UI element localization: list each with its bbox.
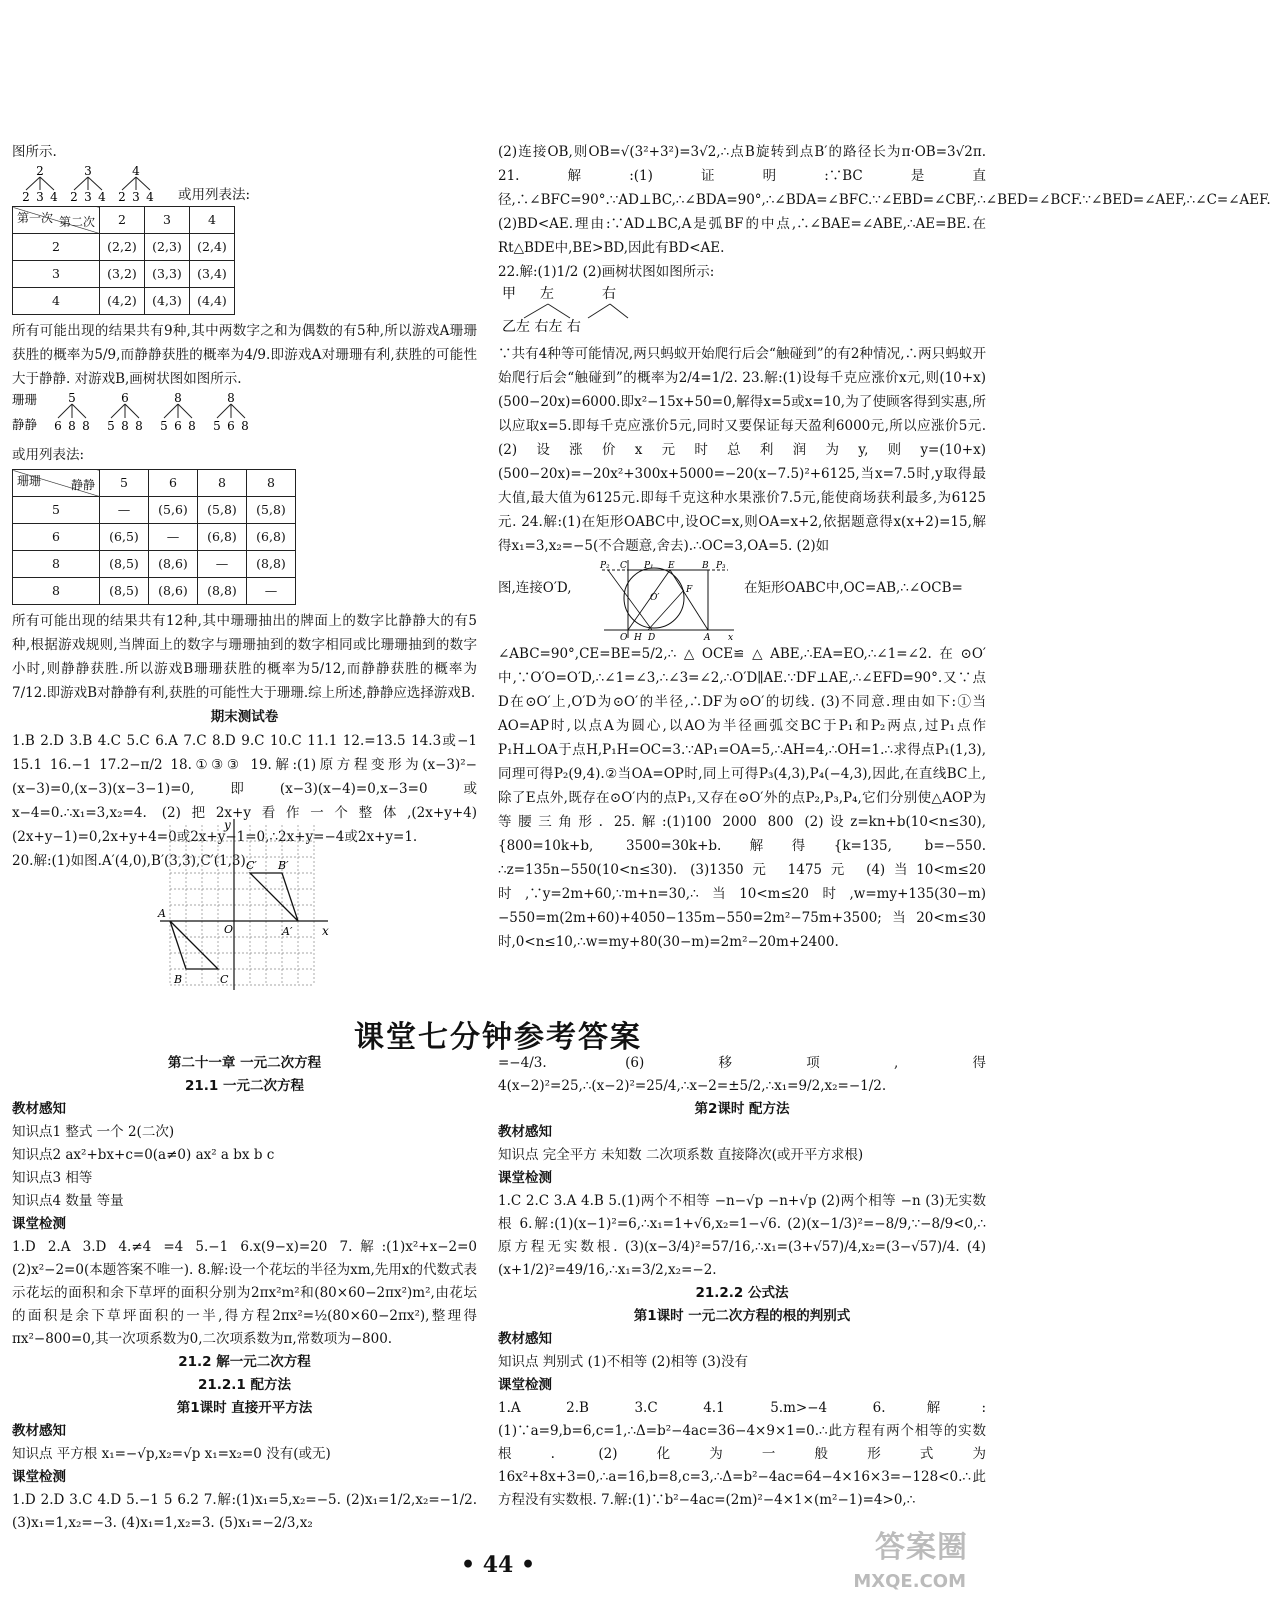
table-row [13, 234, 235, 261]
table-a [12, 206, 235, 315]
answer-text: =−4/3. (6)移项,得4(x−2)²=25,∴(x−2)²=25/4,∴x−2=±5/2,∴x₁=9/2,x₂=−1/2. [498, 1055, 986, 1094]
svg-text:6: 6 [54, 419, 62, 433]
knowledge-line: 知识点2 ax²+bx+c=0(a≠0) ax² a bx b c [12, 1147, 275, 1163]
answer-text: 1.D 2.A 3.D 4.≠4 =4 5.−1 6.x(9−x)=20 7.解:(1)x²+x−2=0 (2)x²−2=0(本题答案不唯一). 8.解:设一个花坛的半径为xm,先用x的代数式表示花坛的面积和余下草坪的面积分别为2πx²m²和(80×60−2πx²)m²,由花坛的面积是余下草坪面积的一半,得方程2πx²=½(80×60−2πx²),整理得πx²−800=0,其一次项系数为0,二次项系数为π,常数项为−800. [12, 1239, 477, 1347]
table-cell: (2,3) [145, 234, 190, 261]
svg-text:3: 3 [132, 190, 140, 204]
svg-text:4: 4 [146, 190, 154, 204]
subheading: 教材感知 [12, 1423, 66, 1439]
knowledge-line: 知识点 完全平方 未知数 二次项系数 直接降次(或开平方求根) [498, 1147, 864, 1163]
fig-label: C [620, 561, 627, 571]
table-cell: (4,4) [190, 288, 235, 315]
svg-text:4: 4 [50, 190, 58, 204]
right-p2: 22.解:(1)1/2 (2)画树状图如图所示: [498, 264, 715, 280]
tree-c-svg [498, 284, 658, 334]
circle-figure [598, 558, 738, 642]
right-p4a: 图,连接O′D, [498, 580, 572, 596]
svg-text:5: 5 [107, 419, 115, 433]
table-cell: 2 [13, 234, 100, 261]
left-p5: 1.B 2.D 3.B 4.C 5.C 6.A 7.C 8.D 9.C 10.C 11.1 12.=13.5 14.3或−1 15.1 16.−1 17.2−π/2 18.①③③ 19.解:(1)原方程变形为(x−3)²−(x−3)=0,(x−3)(x−3−1)=0,即(x−3)(x−4)=0,x−3=0或x−4=0.∴x₁=3,x₂=4. (2)把2x+y看作一个整体,(2x+y+4)(2x+y−1)=0,2x+y+4=0或2x+y−1=0,∴2x+y=−4或2x+y=1. [12, 733, 477, 845]
coordinate-graph [150, 815, 340, 995]
tree-c-top-0: 甲 [502, 286, 516, 302]
table-row [13, 551, 296, 578]
table-a-header: 2 [100, 207, 145, 234]
table-cell: (8,5) [100, 551, 149, 578]
section-title: 21.2.2 公式法 [695, 1285, 789, 1301]
chapter-title: 第二十一章 一元二次方程 [167, 1055, 322, 1071]
table-cell: 3 [13, 261, 100, 288]
table-row [13, 578, 296, 605]
fig-label: F [686, 585, 693, 595]
table-cell: (6,5) [100, 524, 149, 551]
answer-text: 1.A 2.B 3.C 4.1 5.m>−4 6.解:(1)∵a=9,b=6,c=1,∴Δ=b²−4ac=36−4×9×1=0.∴此方程有两个相等的实数根. (2)化为一般形式为16x²+8x+3=0,∴a=16,b=8,c=3,∴Δ=b²−4ac=64−4×16×3=−128<0.∴此方程没有实数根. 7.解:(1)∵b²−4ac=(2m)²−4×1×(m²−1)=4>0,∴ [498, 1400, 986, 1508]
lesson-title: 第2课时 配方法 [694, 1101, 790, 1117]
tree-a-suffix: 或用列表法: [178, 187, 251, 203]
subheading: 课堂检测 [498, 1377, 552, 1393]
lesson-title: 第1课时 一元二次方程的根的判别式 [633, 1308, 851, 1324]
svg-text:2: 2 [22, 190, 30, 204]
table-cell: (5,8) [198, 497, 247, 524]
table-cell: (5,8) [247, 497, 296, 524]
knowledge-line: 知识点 平方根 x₁=−√p,x₂=√p x₁=x₂=0 没有(或无) [12, 1446, 331, 1462]
table-cell: 8 [13, 578, 100, 605]
watermark-url: MXQE.COM [853, 1571, 966, 1592]
knowledge-line: 知识点3 相等 [12, 1170, 93, 1186]
point-label: B [174, 973, 183, 986]
tree-c-top-1: 左 [540, 286, 554, 302]
table-b-corner-bottom: 珊珊 [17, 474, 42, 488]
fig-label: O [620, 633, 628, 643]
table-cell: 4 [13, 288, 100, 315]
svg-text:3: 3 [84, 190, 92, 204]
table-b-header: 8 [198, 470, 247, 497]
table-cell: (8,5) [100, 578, 149, 605]
triangle-a1b1c1 [250, 873, 298, 921]
svg-text:5: 5 [160, 419, 168, 433]
table-cell: 5 [13, 497, 100, 524]
svg-text:2: 2 [118, 190, 126, 204]
table-cell: — [100, 497, 149, 524]
tree-diagram-a [20, 164, 477, 202]
subheading: 教材感知 [498, 1331, 552, 1347]
subheading: 课堂检测 [12, 1216, 66, 1232]
svg-text:5: 5 [213, 419, 221, 433]
tree-b-svg [12, 391, 272, 433]
left-p1: 图所示. [12, 144, 57, 160]
tree-diagram-b [12, 391, 477, 441]
tree-b-label2: 静静 [12, 417, 38, 432]
svg-text:3: 3 [36, 190, 44, 204]
point-label: C [220, 973, 229, 986]
left-p6: 20.解:(1)如图.A′(4,0),B′(3,3),C′(1,3). [12, 853, 251, 869]
table-b-corner-top: 静静 [70, 478, 95, 492]
table-a-corner-bottom: 第一次 [17, 211, 54, 225]
section-title: 21.2 解一元二次方程 [178, 1354, 311, 1370]
table-cell: (3,2) [100, 261, 145, 288]
tree-diagram-c [498, 284, 986, 342]
tree-b-top-2: 8 [174, 391, 182, 405]
table-b-header: 5 [100, 470, 149, 497]
subheading: 课堂检测 [12, 1469, 66, 1485]
table-cell: — [149, 524, 198, 551]
right-p5: ∠ABC=90°,CE=BE=5/2,∴△OCE≌△ABE,∴EA=EO,∴∠1=∠2.在⊙O′中,∵O′O=O′D,∴∠1=∠3,∴∠3=∠2,∴O′D∥AE.∵DF⊥AE,∴∠EFD=90°.又∵点D在⊙O′上,O′D为⊙O′的半径,∴DF为⊙O′的切线. (3)不同意.理由如下:①当AO=AP时,以点A为圆心,以AO为半径画弧交BC于P₁和P₂两点,过P₁点作P₁H⊥OA于点H,P₁H=OC=3.∵AP₁=OA=5,∴AH=4,∴OH=1.∴求得点P₁(1,3),同理可得P₂(9,4).②当OA=OP时,同上可得P₃(4,3),P₄(−4,3),因此,在直线BC上,除了E点外,既存在⊙O′内的点P₁,又存在⊙O′外的点P₂,P₃,P₄,它们分别使△AOP为等腰三角形. 25.解:(1)100 2000 800 (2)设z=kn+b(10<n≤30),{800=10k+b, 3500=30k+b.解得{k=135, b=−550. ∴z=135n−550(10<n≤30). (3)1350元 1475元 (4)当10<m≤20时,∵y=2m+60,∵m+n=30,∴当10<m≤20时,w=my+135(30−m)−550=m(2m+60)+4050−135m−550=2m²−75m+3500;当20<m≤30时,0<n≤10,∴w=my+80(30−m)=2m²−20m+2400. [498, 646, 986, 950]
fig-label: P₁ [644, 561, 654, 571]
fig-label: H [634, 633, 642, 643]
knowledge-line: 知识点1 整式 一个 2(二次) [12, 1124, 175, 1140]
right-column [498, 140, 1271, 954]
fig-label: x [728, 633, 734, 643]
tree-b-label: 珊珊 [12, 392, 38, 407]
answers-right [498, 1052, 986, 1512]
watermark-logo: 答案圈 [875, 1530, 968, 1565]
table-b-corner [13, 470, 100, 497]
table-a-header: 4 [190, 207, 235, 234]
table-cell: (4,3) [145, 288, 190, 315]
table-cell: (8,8) [198, 578, 247, 605]
table-a-corner-top: 第二次 [58, 215, 95, 229]
right-p4b: 在矩形OABC中,OC=AB,∴∠OCB= [744, 580, 963, 596]
point-label: B′ [278, 859, 289, 872]
left-p4: 所有可能出现的结果共有12种,其中珊珊抽出的牌面上的数字比静静大的有5种,根据游戏规则,当牌面上的数字与珊珊抽到的数字相同或比珊珊抽到的数字小时,则静静获胜.所以游戏B珊珊获胜的概率为5/12,而静静获胜的概率为7/12.即游戏B对静静有利,获胜的可能性大于珊珊.综上所述,静静应选择游戏B. [12, 613, 477, 701]
exam-title: 期末测试卷 [210, 709, 279, 725]
table-b-header: 6 [149, 470, 198, 497]
tree-a-svg [20, 164, 160, 202]
table-b [12, 469, 296, 605]
table-a-header: 3 [145, 207, 190, 234]
tree-b-top-3: 8 [227, 391, 235, 405]
table-cell: (8,8) [247, 551, 296, 578]
table-cell: (3,3) [145, 261, 190, 288]
table-row [13, 261, 235, 288]
right-p3: ∵共有4种等可能情况,两只蚂蚁开始爬行后会“触碰到”的有2种情况,∴两只蚂蚁开始爬行后会“触碰到”的概率为2/4=1/2. 23.解:(1)设每千克应涨价x元,则(10+x)(500−20x)=6000.即x²−15x+50=0,解得x=5或x=10,为了使顾客得到实惠,所以应取x=5.即每千克应涨价5元,同时又要保证每天盈利6000元,所以应涨价5元. (2)设涨价x元时总利润为y,则y=(10+x)(500−20x)=−20x²+300x+5000=−20(x−7.5)²+6125,当x=7.5时,y取得最大值,最大值为6125元.即每千克这种水果涨价7.5元,能使商场获利最多,为6125元. 24.解:(1)在矩形OABC中,设OC=x,则OA=x+2,依据题意得x(x+2)=15,解得x₁=3,x₂=−5(不合题意,舍去).∴OC=3,OA=5. (2)如 [498, 346, 986, 554]
svg-text:8: 8 [188, 419, 196, 433]
axis-y-label: y [224, 818, 231, 832]
fig-label: A [704, 633, 711, 643]
circle-figure-row [498, 558, 986, 642]
tree-b-top-0: 5 [68, 391, 76, 405]
table-cell: (5,6) [149, 497, 198, 524]
tree-a-top-1: 3 [84, 164, 92, 178]
fig-label: O′ [650, 593, 660, 603]
svg-text:6: 6 [227, 419, 235, 433]
svg-text:8: 8 [135, 419, 143, 433]
svg-text:8: 8 [241, 419, 249, 433]
page-number: • 44 • [460, 1552, 536, 1578]
table-b-header: 8 [247, 470, 296, 497]
svg-text:8: 8 [82, 419, 90, 433]
section-title: 21.1 一元二次方程 [184, 1078, 304, 1094]
knowledge-line: 知识点4 数量 等量 [12, 1193, 124, 1209]
origin-label: O [224, 923, 234, 936]
table-cell: 8 [13, 551, 100, 578]
table-cell: (2,2) [100, 234, 145, 261]
table-cell: — [247, 578, 296, 605]
table-cell: (8,6) [149, 551, 198, 578]
left-p2: 所有可能出现的结果共有9种,其中两数字之和为偶数的有5种,所以游戏A珊珊获胜的概率为5/9,而静静获胜的概率为4/9.即游戏A对珊珊有利,获胜的可能性大于静静. 对游戏B,画树状图如图所示. [12, 323, 477, 387]
knowledge-line: 知识点 判别式 (1)不相等 (2)相等 (3)没有 [498, 1354, 749, 1370]
tree-b-top-1: 6 [121, 391, 129, 405]
point-label: A [158, 907, 166, 920]
answers-left [12, 1052, 477, 1535]
point-label: A′ [282, 925, 293, 938]
answer-text: 1.D 2.D 3.C 4.D 5.−1 5 6.2 7.解:(1)x₁=5,x₂=−5. (2)x₁=1/2,x₂=−1/2. (3)x₁=1,x₂=−3. (4)x₁=1,x₂=3. (5)x₁=−2/3,x₂ [12, 1492, 477, 1531]
main-title: 课堂七分钟参考答案 [354, 1020, 642, 1055]
left-p3: 或用列表法: [12, 447, 85, 463]
table-a-corner [13, 207, 100, 234]
table-cell: (6,8) [198, 524, 247, 551]
svg-text:6: 6 [174, 419, 182, 433]
svg-text:8: 8 [68, 419, 76, 433]
lesson-title: 第1课时 直接开平方法 [176, 1400, 313, 1416]
table-cell: (4,2) [100, 288, 145, 315]
answer-text: 1.C 2.C 3.A 4.B 5.(1)两个不相等 −n−√p −n+√p (2)两个相等 −n (3)无实数根 6.解:(1)(x−1)²=6,∴x₁=1+√6,x₂=1−√6. (2)(x−1/3)²=−8/9,∵−8/9<0,∴原方程无实数根. (3)(x−3/4)²=57/16,∴x₁=(3+√57)/4,x₂=(3−√57)/4. (4)(x+1/2)²=49/16,∴x₁=3/2,x₂=−2. [498, 1193, 986, 1278]
tree-c-top-2: 右 [602, 286, 616, 302]
triangle-abc [170, 921, 218, 969]
tree-a-top-0: 2 [36, 164, 44, 178]
table-row [13, 524, 296, 551]
table-cell: (8,6) [149, 578, 198, 605]
subheading: 教材感知 [498, 1124, 552, 1140]
right-p1: (2)连接OB,则OB=√(3²+3²)=3√2,∴点B旋转到点B′的路径长为π·OB=3√2π. 21.解:(1)证明:∵BC是直径,∴∠BFC=90°.∵AD⊥BC,∴∠BDA=90°,∴∠BDA=∠BFC.∵∠EBD=∠CBF,∴∠BED=∠BCF.∵∠BED=∠AEF,∴∠C=∠AEF. (2)BD<AE.理由:∵AD⊥BC,A是弧BF的中点,∴∠BAE=∠ABE,∴AE=BE.在Rt△BDE中,BE>BD,因此有BD<AE. [498, 144, 1271, 256]
subheading: 课堂检测 [498, 1170, 552, 1186]
table-cell: (2,4) [190, 234, 235, 261]
section-title: 21.2.1 配方法 [197, 1377, 292, 1393]
fig-label: P₂ [600, 561, 610, 571]
axis-x-label: x [322, 924, 329, 938]
tree-a-top-2: 4 [132, 164, 140, 178]
left-column [12, 140, 477, 873]
fig-label: P₃ [716, 561, 726, 571]
table-cell: 6 [13, 524, 100, 551]
svg-text:2: 2 [70, 190, 78, 204]
svg-text:4: 4 [98, 190, 106, 204]
table-row [13, 288, 235, 315]
tree-c-leaves: 乙左 右左 右 [502, 319, 581, 335]
point-label: C′ [246, 859, 257, 872]
table-cell: (3,4) [190, 261, 235, 288]
svg-text:8: 8 [121, 419, 129, 433]
fig-label: B [702, 561, 709, 571]
table-cell: (6,8) [247, 524, 296, 551]
table-row [13, 497, 296, 524]
fig-label: D [648, 633, 656, 643]
subheading: 教材感知 [12, 1101, 66, 1117]
fig-label: E [668, 561, 675, 571]
table-cell: — [198, 551, 247, 578]
